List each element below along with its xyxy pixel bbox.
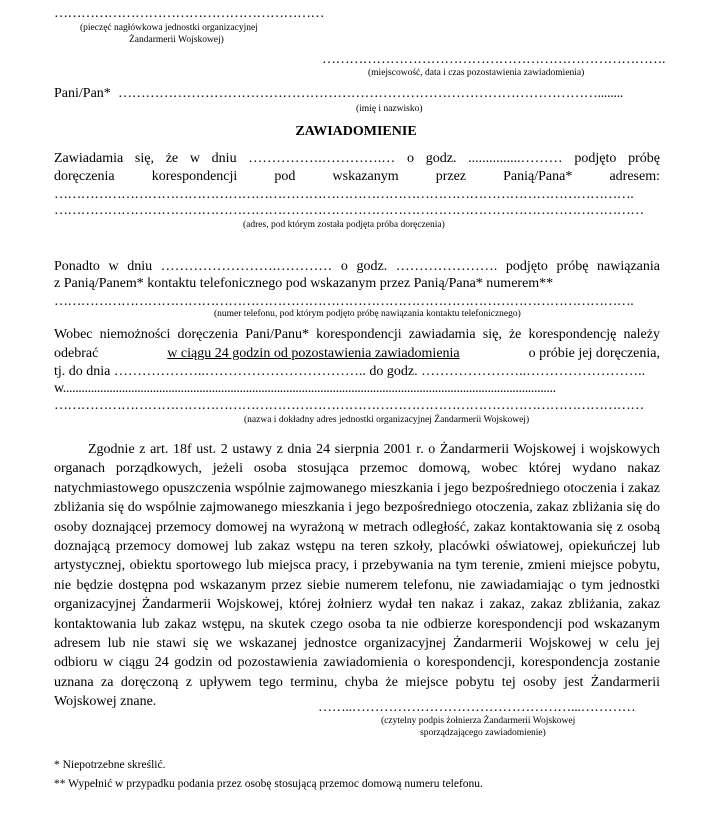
recipient-dots: ……………………………………………………………………………………………........	[118, 86, 624, 101]
section3-line4: w...............................................................................................................................................................	[54, 381, 556, 396]
legal-paragraph-text: Zgodnie z art. 18f ust. 2 ustawy z dnia 24 sierpnia 2001 r. o Żandarmerii Wojskowej i wojskowych organach porządkowych, jeżeli osoba stosująca przemoc domową, wobec której wydano nakaz natychmiastowego opuszczenia wspólnie zajmowanego mieszkania i jego bezpośredniego otoczenia i zakaz zbliżania się do wspólnie zajmowanego mieszkania i jego bezpośredniego otoczenia, zakaz zbliżania się do osoby doznającej przemocy domowej na wyrażoną w metrach odległość, zakaz kontaktowania się z osobą doznającą przemocy domowej lub zakaz wstępu na teren szkoły, placówki oświatowej, opiekuńczej lub artystycznej, obiektu sportowego lub miejsca pracy, i przebywania na tym terenie, zmieni miejsce pobytu, nie będzie dostępna pod wskazanym przez siebie numerem telefonu, nie zawiadamiając o tym jednostki organizacyjnej Żandarmerii Wojskowej, której żołnierz wydał ten nakaz i zakaz, zakaz zbliżania, zakaz kontaktowania lub zakaz wstępu, na skutek czego osoba ta nie odbierze korespondencji pod wskazanym adresem lub nie stawi się we wskazanej jednostce organizacyjnej Żandarmerii Wojskowej w celu jej odbioru w ciągu 24 godzin od pozostawienia zawiadomienia o korespondencji, korespondencja zostanie uznana za doręczoną z upływem tego terminu, chyba że miejsce pobytu tej osoby jest Żandarmerii Wojskowej znane.	[54, 442, 660, 710]
footnote-2: ** Wypełnić w przypadku podania przez osobę stosującą przemoc domową numeru telefonu.	[54, 778, 483, 790]
stamp-caption-line2: Żandarmerii Wojskowej)	[129, 35, 224, 45]
section3-deadline-underlined: w ciągu 24 godzin od pozostawienia zawiadomienia	[167, 346, 460, 361]
section1-line1: Zawiadamia się, że w dniu …………….………….… o godz. ...............……… podjęto próbę	[54, 151, 660, 166]
section1-address-dots-1: ………………………………………………………………………………………………………………….	[54, 187, 634, 202]
section2-line2: z Panią/Panem* kontaktu telefonicznego pod wskazanym przez Panią/Pana* numerem**	[54, 276, 554, 291]
recipient-label: Pani/Pan*	[54, 86, 111, 101]
section3-line3: tj. do dnia ………………..…………………………….. do godz. …………………..……………………..	[54, 364, 646, 379]
recipient-caption: (imię i nazwisko)	[356, 104, 423, 114]
section1-line2: doręczenia korespondencji pod wskazanym przez Panią/Pana* adresem:	[54, 169, 660, 184]
stamp-dots: ……………………………………………………	[54, 6, 324, 21]
signature-dots: ……..…………………………………………...…………	[318, 700, 636, 715]
footnote-1: * Niepotrzebne skreślić.	[54, 759, 166, 771]
section2-caption: (numer telefonu, pod którym podjęto próbę nawiązania kontaktu telefonicznego)	[214, 309, 521, 319]
section1-address-dots-2: ……………………………………………………………………………………………………………………	[54, 203, 644, 218]
section3-caption: (nazwa i dokładny adres jednostki organizacyjnej Żandarmerii Wojskowej)	[244, 415, 530, 425]
place-date-caption: (miejscowość, data i czas pozostawienia zawiadomienia)	[368, 68, 585, 78]
section3-line2-start: odebrać	[54, 346, 99, 361]
signature-caption-line1: (czytelny podpis żołnierza Żandarmerii Wojskowej	[381, 716, 576, 726]
document-title: ZAWIADOMIENIE	[295, 124, 417, 139]
stamp-caption-line1: (pieczęć nagłówkowa jednostki organizacyjnej	[80, 23, 258, 33]
section3-line5: ……………………………………………………………………………………………………………………	[54, 398, 644, 413]
section2-line1: Ponadto w dniu …………………….………… o godz. …………………. podjęto próbę nawiązania	[54, 259, 660, 274]
section3-line2-end: o próbie jej doręczenia,	[528, 346, 660, 361]
section2-phone-dots: ………………………………………………………………………………………………………………….	[54, 294, 634, 309]
section3-line1: Wobec niemożności doręczenia Pani/Panu* korespondencji zawiadamia się, że korespondencję należy	[54, 327, 660, 342]
legal-paragraph	[54, 440, 660, 712]
section3-line2	[54, 346, 660, 362]
section1-caption: (adres, pod którym została podjęta próba doręczenia)	[243, 220, 445, 230]
signature-caption-line2: sporządzającego zawiadomienie)	[420, 728, 546, 738]
place-date-dots: ………………………………………………………………….	[322, 52, 666, 67]
